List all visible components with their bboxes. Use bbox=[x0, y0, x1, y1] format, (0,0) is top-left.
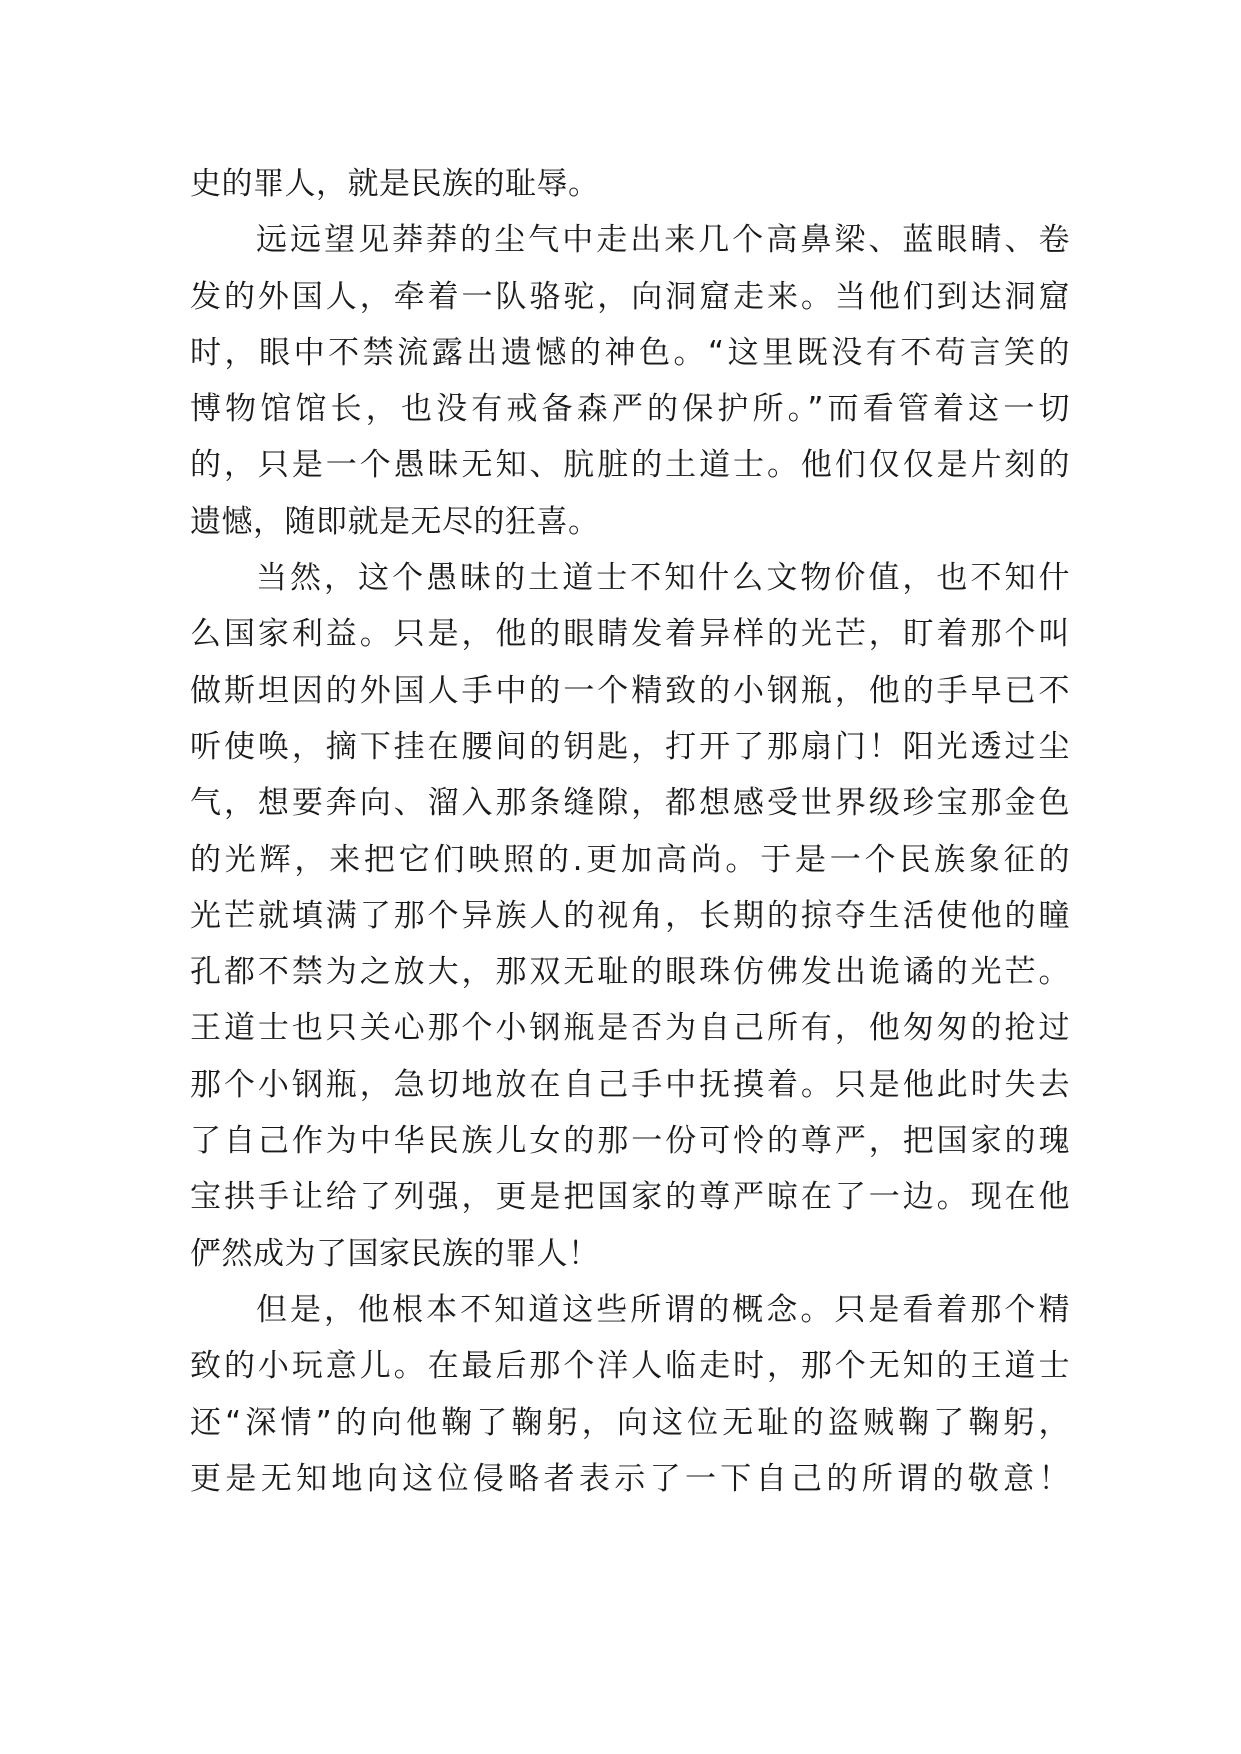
text-line: 了自己作为中华民族儿女的那一份可怜的尊严，把国家的瑰 bbox=[190, 1123, 1070, 1160]
text-line: 更是无知地向这位侵略者表示了一下自己的所谓的敬意！ bbox=[190, 1460, 1070, 1497]
text-line: 么国家利益。只是，他的眼睛发着异样的光芒，盯着那个叫 bbox=[190, 616, 1070, 653]
text-line: 致的小玩意儿。在最后那个洋人临走时，那个无知的王道士 bbox=[190, 1348, 1070, 1385]
text-line: 做斯坦因的外国人手中的一个精致的小钢瓶，他的手早已不 bbox=[190, 672, 1070, 709]
text-line: 遗憾，随即就是无尽的狂喜。 bbox=[190, 503, 600, 540]
text-line: 王道士也只关心那个小钢瓶是否为自己所有，他匆匆的抢过 bbox=[190, 1010, 1070, 1047]
text-line: 的光辉，来把它们映照的.更加高尚。于是一个民族象征的 bbox=[190, 841, 1070, 878]
paragraph-first-line: 当然，这个愚昧的土道士不知什么文物价值，也不知什 bbox=[256, 560, 1070, 597]
paragraph-first-line: 但是，他根本不知道这些所谓的概念。只是看着那个精 bbox=[256, 1291, 1070, 1328]
text-line: 还“深情”的向他鞠了鞠躬，向这位无耻的盗贼鞠了鞠躬， bbox=[190, 1404, 1070, 1441]
text-line: 孔都不禁为之放大，那双无耻的眼珠仿佛发出诡谲的光芒。 bbox=[190, 954, 1070, 991]
text-line: 俨然成为了国家民族的罪人！ bbox=[190, 1235, 600, 1272]
paragraph-first-line: 远远望见莽莽的尘气中走出来几个高鼻梁、蓝眼睛、卷 bbox=[256, 222, 1070, 259]
text-line: 听使唤，摘下挂在腰间的钥匙，打开了那扇门！阳光透过尘 bbox=[190, 728, 1070, 765]
article-body bbox=[190, 156, 1070, 1507]
text-line: 那个小钢瓶，急切地放在自己手中抚摸着。只是他此时失去 bbox=[190, 1066, 1070, 1103]
text-line: 的，只是一个愚昧无知、肮脏的土道士。他们仅仅是片刻的 bbox=[190, 447, 1070, 484]
text-line: 宝拱手让给了列强，更是把国家的尊严晾在了一边。现在他 bbox=[190, 1179, 1070, 1216]
text-line: 发的外国人，牵着一队骆驼，向洞窟走来。当他们到达洞窟 bbox=[190, 278, 1070, 315]
text-line: 博物馆馆长，也没有戒备森严的保护所。”而看管着这一切 bbox=[190, 391, 1070, 428]
text-line: 气，想要奔向、溜入那条缝隙，都想感受世界级珍宝那金色 bbox=[190, 785, 1070, 822]
text-line: 史的罪人，就是民族的耻辱。 bbox=[190, 166, 600, 202]
text-line: 时，眼中不禁流露出遗憾的神色。“这里既没有不苟言笑的 bbox=[190, 334, 1070, 371]
text-line: 光芒就填满了那个异族人的视角，长期的掠夺生活使他的瞳 bbox=[190, 897, 1070, 934]
